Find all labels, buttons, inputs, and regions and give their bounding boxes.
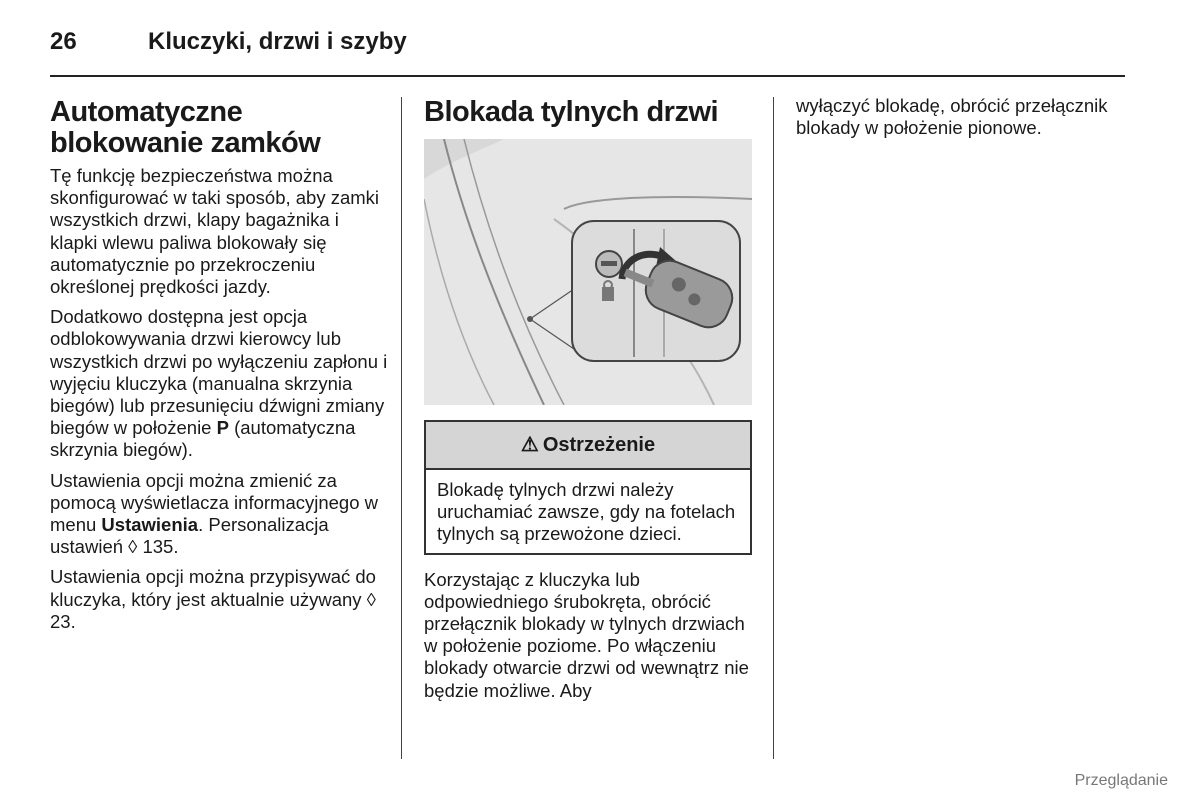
column-3 bbox=[796, 95, 1116, 147]
column-divider-1 bbox=[401, 97, 402, 759]
browse-link[interactable]: Przeglądanie bbox=[1074, 772, 1168, 789]
paragraph-child-lock: Korzystając z kluczyka lub odpowiedniego śrubokręta, obrócić przełącznik blokady w tylnych drzwiach w położenie poziome. Po włączeniu blokady otwarcie drzwi od wewnątrz nie będzie możliwe. Aby bbox=[424, 568, 749, 701]
gear-position-p: P bbox=[216, 417, 229, 439]
paragraph-1: Tę funkcję bezpieczeństwa można skonfigurować w taki sposób, aby zamki wszystkich drzwi, klapy bagażnika i klapki wlewu paliwa blokowały się automatycznie po przekroczeniu określonej prędkości jazdy. bbox=[50, 165, 380, 298]
warning-header bbox=[426, 422, 750, 470]
text: Dodatkowo dostępna jest opcja odblokowywania drzwi kierowcy lub wszystkich drzwi po wyłączeniu zapłonu i wyjęciu kluczyka (manualna skrzynia biegów) lub przesunięciu dźwigni zmiany biegów w położenie bbox=[50, 306, 388, 439]
text: Ustawienia opcji można przypisywać do kluczyka, który jest aktualnie używany bbox=[50, 566, 376, 610]
menu-name: Ustawienia bbox=[101, 514, 199, 536]
warning-box bbox=[424, 420, 752, 555]
page-number: 26 bbox=[50, 28, 77, 55]
page-ref-icon: ◊ bbox=[366, 588, 376, 610]
text: Ustawienia opcji można zmienić za pomocą wyświetlacza informacyjnego w menu bbox=[50, 469, 378, 536]
page-ref-link[interactable]: 23 bbox=[50, 610, 71, 632]
paragraph-3: Ustawienia opcji można zmienić za pomocą wyświetlacza informacyjnego w menu Ustawienia. Personalizacja ustawień ◊ 135. bbox=[50, 469, 378, 558]
page-ref-link[interactable]: 135 bbox=[142, 536, 174, 558]
section-heading-child-lock: Blokada tylnych drzwi bbox=[424, 96, 719, 128]
page-ref-icon: ◊ bbox=[128, 536, 138, 558]
column-divider-2 bbox=[773, 97, 774, 759]
text: (automatyczna skrzynia biegów). bbox=[50, 417, 356, 461]
child-lock-illustration bbox=[424, 139, 752, 405]
paragraph-4: Ustawienia opcji można przypisywać do kluczyka, który jest aktualnie używany ◊ 23. bbox=[50, 566, 376, 632]
warning-text: Blokadę tylnych drzwi należy uruchamiać zawsze, gdy na fotelach tylnych są przewożone dzieci. bbox=[437, 479, 736, 545]
chapter-title: Kluczyki, drzwi i szyby bbox=[148, 28, 407, 55]
warning-title: Ostrzeżenie bbox=[542, 433, 656, 456]
column-2 bbox=[424, 97, 759, 710]
text: . Personalizacja ustawień bbox=[50, 514, 329, 558]
warning-triangle-icon: ⚠ bbox=[520, 433, 539, 456]
door-lock-drawing bbox=[424, 139, 752, 405]
paragraph-continued: wyłączyć blokadę, obrócić przełącznik blokady w położenie pionowe. bbox=[796, 95, 1108, 139]
paragraph-2 bbox=[50, 306, 390, 461]
header-divider bbox=[50, 75, 1125, 77]
column-1 bbox=[50, 97, 390, 641]
section-heading-auto-lock: Automatyczne blokowanie zamków bbox=[50, 96, 321, 159]
